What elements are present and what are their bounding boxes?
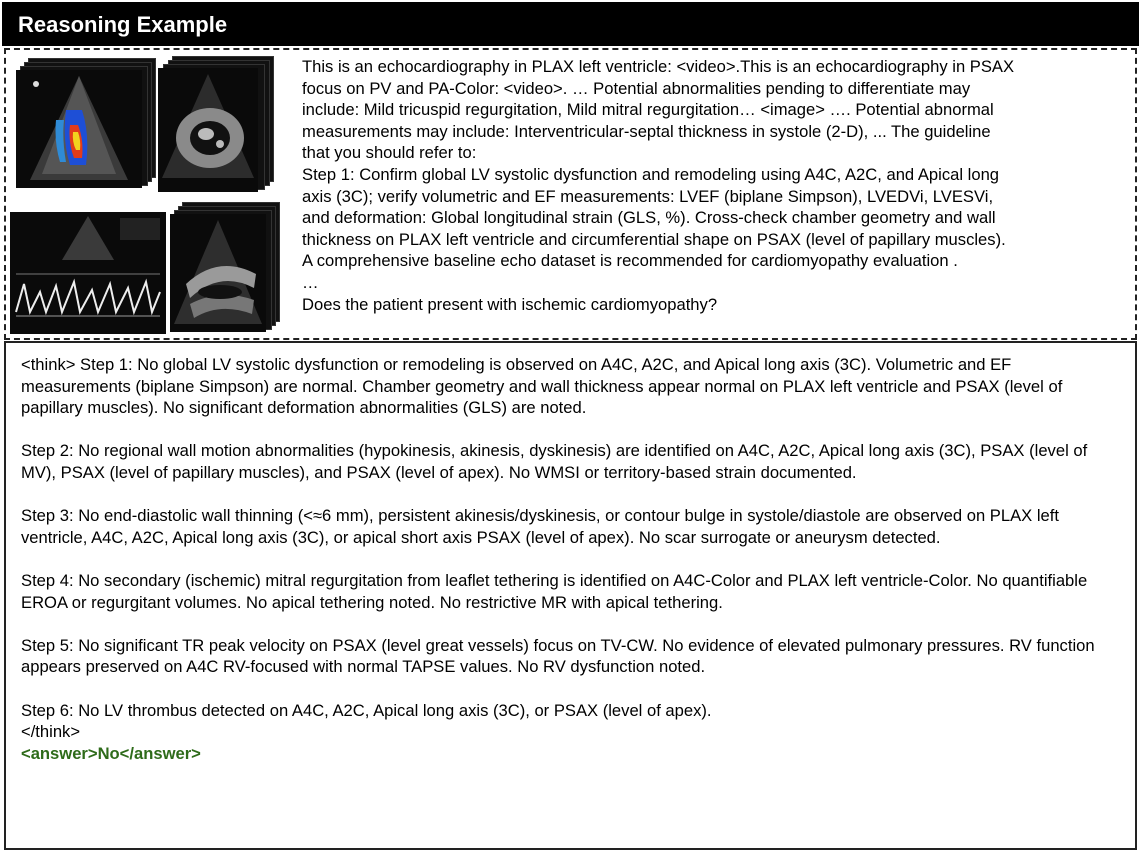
prompt-question: Does the patient present with ischemic cardiomyopathy? <box>302 294 718 314</box>
reasoning-step-1: <think> Step 1: No global LV systolic dysfunction or remodeling is observed on A4C, A2C, and Apical long axis (3C). Volumetric and EF measurements (biplane Simpson) are normal. Chamber geometry and wall thickness appear normal on PLAX left ventricle and PSAX (level of papillary muscles). No significant deformation abnormalities (GLS) are noted. <box>21 355 1063 418</box>
page-title: Reasoning Example <box>18 12 228 37</box>
prompt-line: include: Mild tricuspid regurgitation, Mild mitral regurgitation… <image> …. Potential abnormal <box>302 100 994 120</box>
header-bar <box>2 2 1139 46</box>
reasoning-step-3: Step 3: No end-diastolic wall thinning (<≈6 mm), persistent akinesis/dyskinesis, or contour bulge in systole/diastole are observed on PLAX left ventricle, A4C, A2C, Apical long axis (3C), or apical short axis PSAX (level of apex). No scar surrogate or aneurysm detected. <box>21 506 1059 547</box>
psax-echo-video-icon <box>158 56 274 194</box>
prompt-line: that you should refer to: <box>302 143 477 163</box>
reasoning-step-6: Step 6: No LV thrombus detected on A4C, A2C, Apical long axis (3C), or PSAX (level of apex). <box>21 700 712 720</box>
color-doppler-echo-video-icon <box>16 58 156 190</box>
prompt-line: Step 1: Confirm global LV systolic dysfunction and remodeling using A4C, A2C, and Apical long <box>302 164 1000 184</box>
prompt-line: thickness on PLAX left ventricle and circumferential shape on PSAX (level of papillary muscles). <box>302 229 1006 249</box>
plax-echo-video-icon <box>170 202 280 334</box>
prompt-line: This is an echocardiography in PLAX left ventricle: <video>.This is an echocardiography in PSAX <box>302 57 1015 76</box>
prompt-line: A comprehensive baseline echo dataset is recommended for cardiomyopathy evaluation . <box>302 251 958 271</box>
response-panel <box>4 341 1137 850</box>
think-close-tag: </think> <box>21 722 81 742</box>
prompt-panel <box>4 48 1137 340</box>
prompt-line: … <box>302 272 319 292</box>
reasoning-step-5: Step 5: No significant TR peak velocity on PSAX (level great vessels) focus on TV-CW. No evidence of elevated pulmonary pressures. RV function appears preserved on A4C RV-focused with normal TAPSE values. No RV dysfunction noted. <box>21 635 1095 677</box>
spectral-doppler-echo-image-icon <box>10 212 166 334</box>
reasoning-step-2: Step 2: No regional wall motion abnormalities (hypokinesis, akinesis, dyskinesis) are identified on A4C, A2C, Apical long axis (3C), PSAX (level of MV), PSAX (level of papillary muscles), and PSAX (level of apex). No WMSI or territory-based strain documented. <box>21 441 1088 482</box>
prompt-line: focus on PV and PA-Color: <video>. … Potential abnormalities pending to differentiate may <box>302 78 971 98</box>
reasoning-step-4: Step 4: No secondary (ischemic) mitral regurgitation from leaflet tethering is identified on A4C-Color and PLAX left ventricle-Color. No quantifiable EROA or regurgitant volumes. No apical tethering noted. No restrictive MR with apical tethering. <box>21 570 1088 612</box>
prompt-line: and deformation: Global longitudinal strain (GLS, %). Cross-check chamber geometry and wall <box>302 208 996 228</box>
response-text <box>21 354 1121 764</box>
prompt-line: measurements may include: Interventricular-septal thickness in systole (2-D), ... The guideline <box>302 121 991 141</box>
prompt-line: axis (3C); verify volumetric and EF measurements: LVEF (biplane Simpson), LVEDVi, LVESVi, <box>302 186 994 206</box>
prompt-text <box>302 56 1132 315</box>
final-answer: <answer>No</answer> <box>21 743 201 763</box>
